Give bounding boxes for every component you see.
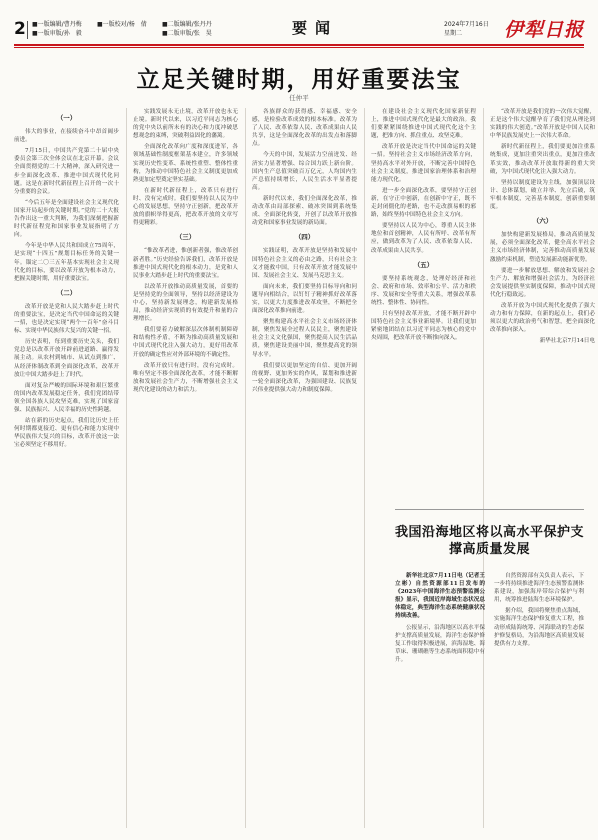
paragraph: 进一步全面深化改革，要坚持守正创新，在守正中创新，在创新中守正，既不走封闭僵化的老路，也不走改旗易帜的邪路，始终坚持中国特色社会主义方向。 xyxy=(371,187,476,219)
column-divider xyxy=(245,108,246,828)
section-heading: （三） xyxy=(175,233,196,242)
staff-entry: ■一版校对/杨 倩 xyxy=(97,21,147,28)
paragraph: 站在新的历史起点，我们比历史上任何时期都更接近、更有信心和能力实现中华民族伟大复兴的目标，改革开放这一法宝必须坚定不移用好。 xyxy=(14,418,119,449)
section-heading: （一） xyxy=(56,114,77,122)
paragraph: 我们要着力破解深层次体制机制障碍和结构性矛盾，不断为推动高质量发展和中国式现代化注入强大动力，更好用改革开放的确定性应对外部环境的不确定性。 xyxy=(133,327,238,358)
masthead-divider xyxy=(27,21,28,39)
paragraph: 在新时代新征程上，改革只有进行时、没有完成时。我们要坚持以人民为中心的发展思想，坚持守正创新，把改革开放的旗帜举得更高，把改革开放的文章写得更精彩。 xyxy=(133,187,238,227)
staff-entry: ■一版编辑/曹丹梅 xyxy=(32,21,82,28)
section-title: 要闻 xyxy=(292,19,339,37)
paragraph: 历史表明，每到重要历史关头，我们党总是以改革开放开辟前进道路、赢得发展主动。从农村到城市、从试点到推广、从经济体制改革到全面深化改革，改革开放让中国大踏步赶上了时代。 xyxy=(14,339,119,378)
paragraph: “改革开放是我们党的一次伟大觉醒，正是这个伟大觉醒孕育了我们党从理论到实践的伟大创造。”改革开放是中国人民和中华民族发展史上一次伟大革命。 xyxy=(490,109,595,140)
paragraph: 今年是中华人民共和国成立75周年，是实现“十四五”规划目标任务的关键一年。锚定二〇三五年基本实现社会主义现代化的目标，要以改革开放为根本动力，把握关键时期，用好重要法宝。 xyxy=(14,243,119,282)
paragraph: 加快构建新发展格局，推动高质量发展，必须全面深化改革，健全高水平社会主义市场经济体制，完善推动高质量发展激励约束机制，塑造发展新动能新优势。 xyxy=(490,232,595,263)
column-divider xyxy=(364,108,365,828)
section-heading: （五） xyxy=(413,260,434,269)
paragraph: 改革开放是党和人民大踏步赶上时代的重要法宝，是决定当代中国命运的关键一招，也是决定实现“两个一百年”奋斗目标、实现中华民族伟大复兴的关键一招。 xyxy=(14,303,119,335)
paragraph: 要进一步解放思想、解放和发展社会生产力、解放和增强社会活力，为经济社会发展提供坚实制度保障，推动中国式现代化行稳致远。 xyxy=(490,267,595,298)
paragraph: 今天的中国，发展活力空前迸发、经济实力显著增强、综合国力跃上新台阶。国内生产总值突破百万亿元，人均国内生产总值持续增长，人民生活水平显著提高。 xyxy=(252,152,357,191)
news-paragraph: 据介绍，我国将聚焦重点海域，实施海洋生态保护修复重大工程，推动形成陆海统筹、河海联动的生态保护修复格局，为沿海地区高质量发展提供有力支撑。 xyxy=(494,608,584,647)
column-divider xyxy=(126,108,127,828)
paragraph: 只有坚持改革开放，才能不断开辟中国特色社会主义事业新境界。让我们更加紧密地团结在以习近平同志为核心的党中央周围，把改革开放不断推向深入。 xyxy=(371,311,476,342)
issue-weekday: 星期二 xyxy=(444,30,463,37)
page-number: 2 xyxy=(14,19,26,39)
paragraph: 我们要以更加坚定的自信、更加开阔的视野、更加务实的作风，谋划和推进新一轮全面深化改革，为强国建设、民族复兴伟业提供强大动力和制度保障。 xyxy=(252,362,357,393)
staff-entry: ■二版审版/张 昊 xyxy=(162,30,212,37)
paragraph: 伟大的事业，在接续奋斗中昂首阔步前进。 xyxy=(14,129,119,144)
staff-entry: ■二版编辑/张丹丹 xyxy=(162,21,212,28)
paragraph: 改革开放只有进行时，没有完成时。唯有坚定不移全面深化改革，才能不断解放和发展社会生产力，不断增强社会主义现代化建设的动力和活力。 xyxy=(133,362,238,393)
masthead xyxy=(14,17,584,43)
paragraph: 新时代新征程上，我们要更加注重系统集成，更加注重突出重点，更加注重改革实效，推动改革开放取得新的重大突破，为中国式现代化注入强大动力。 xyxy=(490,144,595,175)
paragraph: 改革开放是决定当代中国命运的关键一招。坚持社会主义市场经济改革方向，坚持高水平对外开放，不断完善中国特色社会主义制度，推进国家治理体系和治理能力现代化。 xyxy=(371,144,476,183)
section-heading: （六） xyxy=(532,217,553,226)
section-heading: （四） xyxy=(294,233,315,242)
article-column xyxy=(490,108,595,503)
paragraph: 全面深化改革向广度和深度进军，各领域基础性制度框架基本建立，许多领域实现历史性变革、系统性重塑、整体性重构，为推动中国特色社会主义制度更加成熟更加定型奠定坚实基础。 xyxy=(133,144,238,183)
news-body xyxy=(395,572,584,828)
paragraph: 在建设社会主义现代化国家新征程上，推进中国式现代化是最大的政治。我们要紧紧围绕推进中国式现代化这个主题，把准方向、抓住重点、攻坚克难。 xyxy=(371,109,476,140)
article-headline: 立足关键时期，用好重要法宝 xyxy=(136,66,462,93)
paragraph: 面向未来，我们要坚持目标导向和问题导向相结合，以钉钉子精神抓好改革落实，以更大力度推进改革攻坚，不断把全面深化改革推向前进。 xyxy=(252,283,357,315)
paragraph: “今后五年是全面建设社会主义现代化国家开局起步的关键时期。”党的二十大报告作出这一重大判断，为我们深刻把握新时代新征程党和国家事业发展指明了方向。 xyxy=(14,199,119,239)
paragraph: “惟改革者进，惟创新者强，惟改革创新者胜。”历史经验告诉我们，改革开放是推进中国式现代化的根本动力，是党和人民事业大踏步赶上时代的重要法宝。 xyxy=(133,248,238,279)
paragraph: 实践发展永无止境，改革开放也永无止境。新时代以来，以习近平同志为核心的党中央以前所未有的决心和力度冲破思想观念的束缚，突破利益固化的藩篱。 xyxy=(133,109,238,140)
news-paragraph: 自然资源部有关负责人表示，下一步将持续推进海洋生态预警监测体系建设，加强海岸带综合保护与利用，统筹推进陆海生态环境保护。 xyxy=(494,573,584,604)
masthead-rule-thin xyxy=(14,47,584,48)
dateline xyxy=(444,20,489,38)
paragraph: 各族群众的获得感、幸福感、安全感，是检验改革成效的根本标准。改革为了人民、改革依靠人民、改革成果由人民共享，这是全面深化改革的出发点和落脚点。 xyxy=(252,109,357,148)
paragraph: 改革开放为中国式现代化提供了强大动力和有力保障，在新的起点上，我们必须以更大的政治勇气和智慧，把全面深化改革推向深入。 xyxy=(490,302,595,334)
article-column xyxy=(252,108,357,828)
staff-entry: ■一版审版/孙 毅 xyxy=(32,30,82,37)
paragraph: 面对复杂严峻的国际环境和艰巨繁重的国内改革发展稳定任务，我们党团结带领全国各族人民攻坚克难，实现了国家富强、民族振兴、人民幸福的历史性跨越。 xyxy=(14,382,119,413)
article-byline: 任仲平 xyxy=(289,94,309,102)
issue-date: 2024年7月16日 xyxy=(444,21,489,28)
news-column xyxy=(494,572,584,828)
news-column xyxy=(395,572,485,828)
news-paragraph: 公报显示，沿海地区以高水平保护支撑高质量发展，海洋生态保护修复工作取得积极进展，滨海湿地、海草床、珊瑚礁等生态系统面积稳中有升。 xyxy=(395,624,485,663)
paragraph: 坚持以制度建设为主线，加强顶层设计、总体谋划，破立并举、先立后破，筑牢根本制度，完善基本制度，创新重要制度。 xyxy=(490,179,595,211)
newspaper-logo: 伊犁日报 xyxy=(503,19,584,41)
paragraph: 新时代以来，我们全面深化改革，推动改革由局部探索、破冰突围到系统集成、全面深化转变，开创了以改革开放推动党和国家事业发展的新局面。 xyxy=(252,195,357,227)
source-note: 新华社北京7月14日电 xyxy=(539,338,595,345)
paragraph: 实践证明，改革开放是坚持和发展中国特色社会主义的必由之路，只有社会主义才能救中国，只有改革开放才能发展中国、发展社会主义、发展马克思主义。 xyxy=(252,248,357,279)
paragraph: 要坚持以人民为中心，尊重人民主体地位和首创精神，人民有所呼、改革有所应，做到改革为了人民、改革依靠人民、改革成果由人民共享。 xyxy=(371,223,476,254)
news-paragraph: 新华社北京7月11日电（记者王立彬）自然资源部11日发布的《2023年中国海洋生态预警监测公报》显示，我国近岸海域生态状况总体稳定，典型海洋生态系统健康状况持续改善。 xyxy=(395,573,485,620)
paragraph: 要坚持系统观念，处理好经济和社会、政府和市场、效率和公平、活力和秩序、发展和安全等重大关系，增强改革系统性、整体性、协同性。 xyxy=(371,275,476,306)
paragraph: 以改革开放推动高质量发展，首要的是坚持党的全面领导，坚持以经济建设为中心，坚持新发展理念，构建新发展格局，推动经济实现质的有效提升和量的合理增长。 xyxy=(133,283,238,323)
paragraph: 7月15日，中国共产党第二十届中央委员会第三次全体会议在北京开幕。会议全面贯彻党的二十大精神，深入研究进一步全面深化改革、推进中国式现代化问题。这是在新时代新征程上召开的一次十分重要的会议。 xyxy=(14,148,119,195)
news-brief xyxy=(395,509,584,829)
paragraph: 聚焦构建高水平社会主义市场经济体制，聚焦发展全过程人民民主，聚焦建设社会主义文化强国，聚焦提高人民生活品质，聚焦建设美丽中国，聚焦提高党的领导水平。 xyxy=(252,319,357,358)
article-column xyxy=(133,108,238,828)
staff-list xyxy=(32,20,222,38)
masthead-rule xyxy=(14,44,584,46)
news-title: 我国沿海地区将以高水平保护支撑高质量发展 xyxy=(395,525,585,557)
section-heading: （二） xyxy=(56,288,77,297)
article-column xyxy=(14,108,119,828)
